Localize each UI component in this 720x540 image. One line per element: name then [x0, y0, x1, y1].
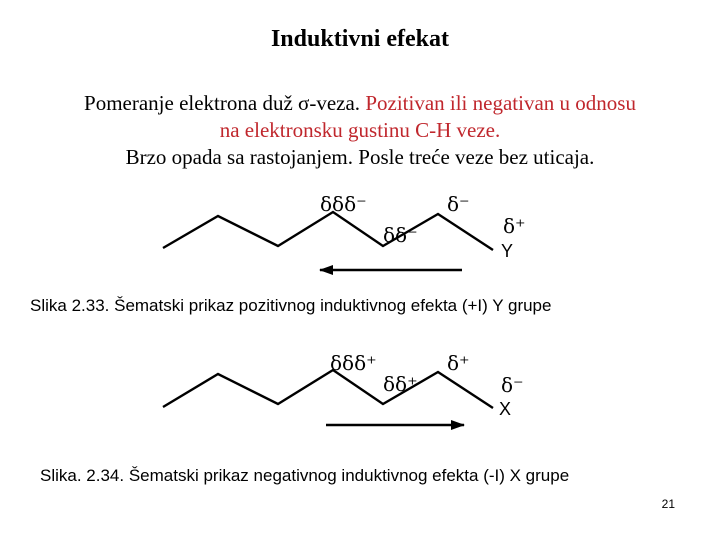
- scheme1-label-dd: δδ⁻: [383, 223, 418, 247]
- intro-line1-black: Pomeranje elektrona duž σ-veza.: [84, 91, 361, 115]
- scheme1-label-end: δ⁺: [503, 214, 526, 238]
- scheme1: [163, 192, 526, 270]
- intro-line1-red: Pozitivan ili negativan u odnosu: [365, 91, 636, 115]
- scheme1-caption: Slika 2.33. Šematski prikaz pozitivnog induktivnog efekta (+I) Y grupe: [30, 296, 552, 315]
- scheme1-label-ddd: δδδ⁻: [320, 192, 367, 216]
- scheme1-chain: [163, 212, 493, 250]
- intro-line3: Brzo opada sa rastojanjem. Posle treće veze bez uticaja.: [125, 145, 595, 169]
- scheme2-chain: [163, 370, 493, 408]
- scheme2-label-dd: δδ⁺: [383, 372, 418, 396]
- scheme2: [163, 351, 524, 425]
- scheme2-label-d: δ⁺: [447, 351, 470, 375]
- scheme1-label-d: δ⁻: [447, 192, 470, 216]
- intro-line2-red: na elektronsku gustinu C-H veze.: [219, 118, 501, 142]
- page-number: 21: [661, 497, 675, 511]
- scheme2-group-x: X: [499, 399, 512, 419]
- slide-title: Induktivni efekat: [270, 26, 450, 52]
- scheme2-caption: Slika. 2.34. Šematski prikaz negativnog induktivnog efekta (-I) X grupe: [40, 466, 570, 485]
- scheme2-label-end: δ⁻: [501, 373, 524, 397]
- scheme1-group-y: Y: [501, 241, 514, 261]
- scheme2-label-ddd: δδδ⁺: [330, 351, 377, 375]
